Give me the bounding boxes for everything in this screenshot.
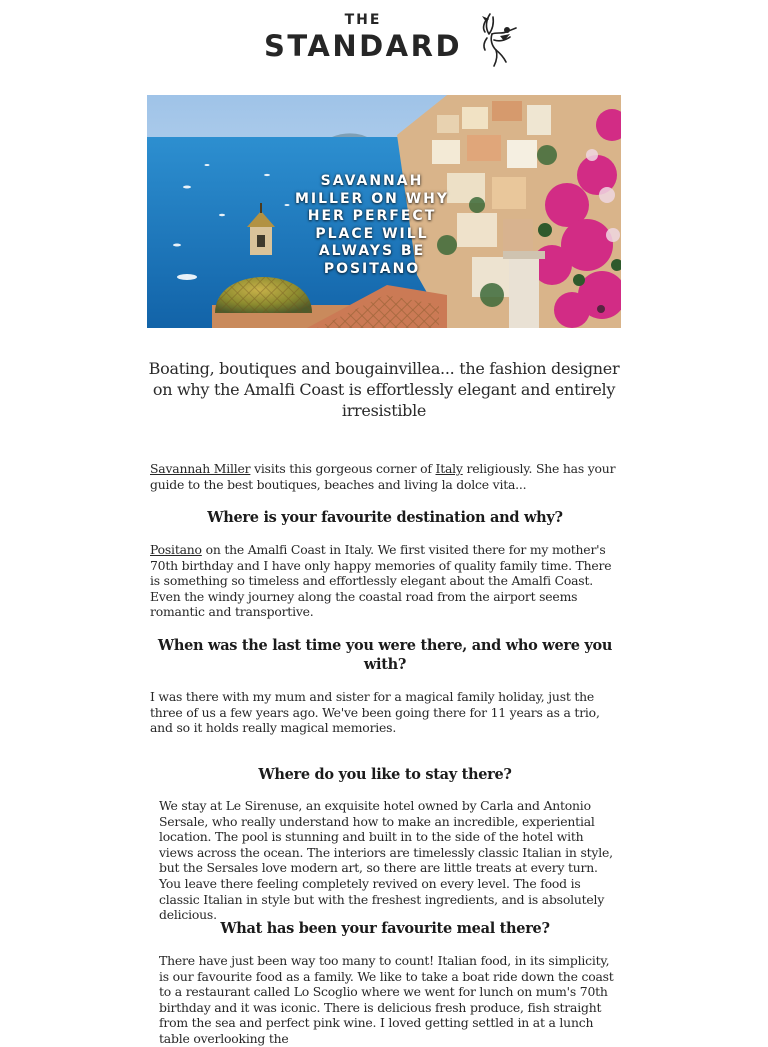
question-heading-4: What has been your favourite meal there? [220,920,550,937]
masthead-the: THE [344,12,382,28]
intro-paragraph [150,461,620,492]
question-heading-3: Where do you like to stay there? [258,766,512,783]
intro-text-2: religiously. She has your guide to the best boutiques, beaches and living la dolce vita... [150,461,616,492]
answer-paragraph-4: There have just been way too many to count! Italian food, in its simplicity, is our favourite food as a family. We like to take a boat ride down the coast to a restaurant called Lo Scoglio where we went for lunch on mum's 70th birthday and it was iconic. There is delicious fresh produce, fish straight from the sea and perfect pink wine. I loved getting settled in at a lunch table overlooking the [159,953,614,1046]
question-heading-2: When was the last time you were there, and who were you with? [157,637,613,673]
link-italy[interactable]: Italy [435,461,463,476]
answer-paragraph-3: We stay at Le Sirenuse, an exquisite hotel owned by Carla and Antonio Sersale, who really understand how to make an incredible, experiential location. The pool is stunning and built in to the side of the hotel with views across the ocean. The interiors are timelessly classic Italian in style, but the Sersales love modern art, so there are little treats at every turn. You leave there feeling completely revived on every level. The food is classic Italian in style but with the freshest ingredients, and is absolutely delicious. [159,798,613,923]
answer-paragraph-1 [150,542,620,620]
question-heading-1: Where is your favourite destination and why? [207,509,563,526]
intro-text-1: visits this gorgeous corner of [250,461,436,476]
answer-text-1: on the Amalfi Coast in Italy. We first visited there for my mother's 70th birthday and I have only happy memories of quality family time. There is something so timeless and effortlessly elegant about the Amalfi Coast. Even the windy journey along the coastal road from the airport seems romantic and transportive. [150,542,612,620]
article-standfirst: Boating, boutiques and bougainvillea... the fashion designer on why the Amalfi Coast is effortlessly elegant and entirely irresistible [148,359,620,420]
hero-image[interactable] [147,95,621,328]
masthead-logo-text[interactable]: STANDARD [263,29,463,63]
link-positano[interactable]: Positano [150,542,202,557]
angel-figure-icon [476,10,520,68]
answer-paragraph-2: I was there with my mum and sister for a magical family holiday, just the three of us a few years ago. We've been going there for 11 years as a trio, and so it holds really magical memories. [150,689,600,736]
link-savannah-miller[interactable]: Savannah Miller [150,461,251,476]
hero-headline: SAVANNAH MILLER ON WHY HER PERFECT PLACE WILL ALWAYS BE POSITANO [295,173,449,277]
masthead[interactable] [0,10,768,70]
